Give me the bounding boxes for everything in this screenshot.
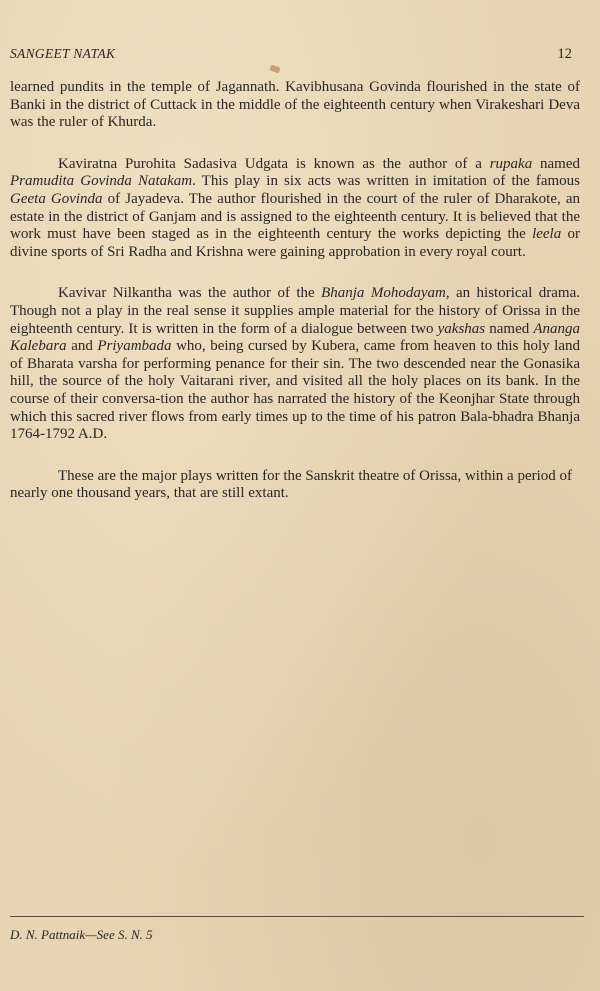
page-number: 12 <box>557 46 572 62</box>
work-title-pramudita-govinda-natakam: Pramudita Govinda Natakam <box>10 173 193 190</box>
text-segment: or divine sports of Sri Radha and Krishna were gaining approbation in every royal court. <box>10 226 581 260</box>
paragraph-3 <box>10 285 580 443</box>
text-segment: These are the major plays written for the Sanskrit theatre of Orissa, within a period of nearly one thousand years, that are still extant. <box>10 467 573 502</box>
italic-name-ananga-kalebara: Ananga Kalebara <box>10 320 580 355</box>
paragraph-2 <box>10 156 580 262</box>
italic-term-leela: leela <box>532 226 562 243</box>
italic-term-rupaka: rupaka <box>489 155 533 172</box>
work-title-geeta-govinda: Geeta Govinda <box>10 190 103 207</box>
footnote-dash: — <box>85 927 97 942</box>
footnote-rule <box>10 916 584 917</box>
text-segment: . This play in six acts was written in imitation of the famous <box>192 173 580 190</box>
text-segment: named <box>485 320 534 337</box>
text-segment: learned pundits in the temple of Jagannath. Kavibhusana Govinda flourished in the state of Banki in the district of Cuttack in the middle of the eighteenth century when Virakeshari Deva was the ruler of Khurda. <box>10 79 580 131</box>
italic-term-yakshas: yakshas <box>437 320 486 337</box>
text-segment: of Jayadeva. The author flourished in the court of the ruler of Dharakote, an estate in the district of Ganjam and is assigned to the eighteenth century. It is believed that the work must have been staged as in the eighteenth century the works depicting the <box>10 190 580 243</box>
footnote-reference: See S. N. 5 <box>96 927 153 942</box>
footnote <box>10 927 153 943</box>
text-segment: Kavivar Nilkantha was the author of the <box>58 285 322 302</box>
text-segment: , an historical drama. Though not a play in the real sense it supplies ample material for the history of Orissa in the eighteenth century. It is written in the form of a dialogue between two <box>10 285 580 337</box>
work-title-bhanja-mohodayam: Bhanja Mohodayam <box>321 285 446 302</box>
paragraph-4 <box>10 468 580 503</box>
text-segment: Kaviratna Purohita Sadasiva Udgata is known as the author of a <box>58 155 490 172</box>
text-segment: and <box>66 338 98 355</box>
paragraph-1 <box>10 79 580 132</box>
ink-mark <box>269 64 280 73</box>
text-segment: who, being cursed by Kubera, came from heaven to this holy land of Bharata varsha for performing penance for their sin. The two descended near the Gonasika hill, the source of the holy Vaitarani river, and visited all the holy places on its bank. In the course of their conversa-tion the author has narrated the history of the Keonjhar State through which this sacred river flows from early times up to the time of his patron Bala-bhadra Bhanja 1764-1792 A.D. <box>10 338 580 443</box>
footnote-author: D. N. Pattnaik <box>10 927 86 942</box>
italic-name-priyambada: Priyambada <box>97 338 172 355</box>
running-title: SANGEET NATAK <box>10 46 116 61</box>
body-text <box>10 79 580 527</box>
text-segment: named <box>532 155 581 172</box>
